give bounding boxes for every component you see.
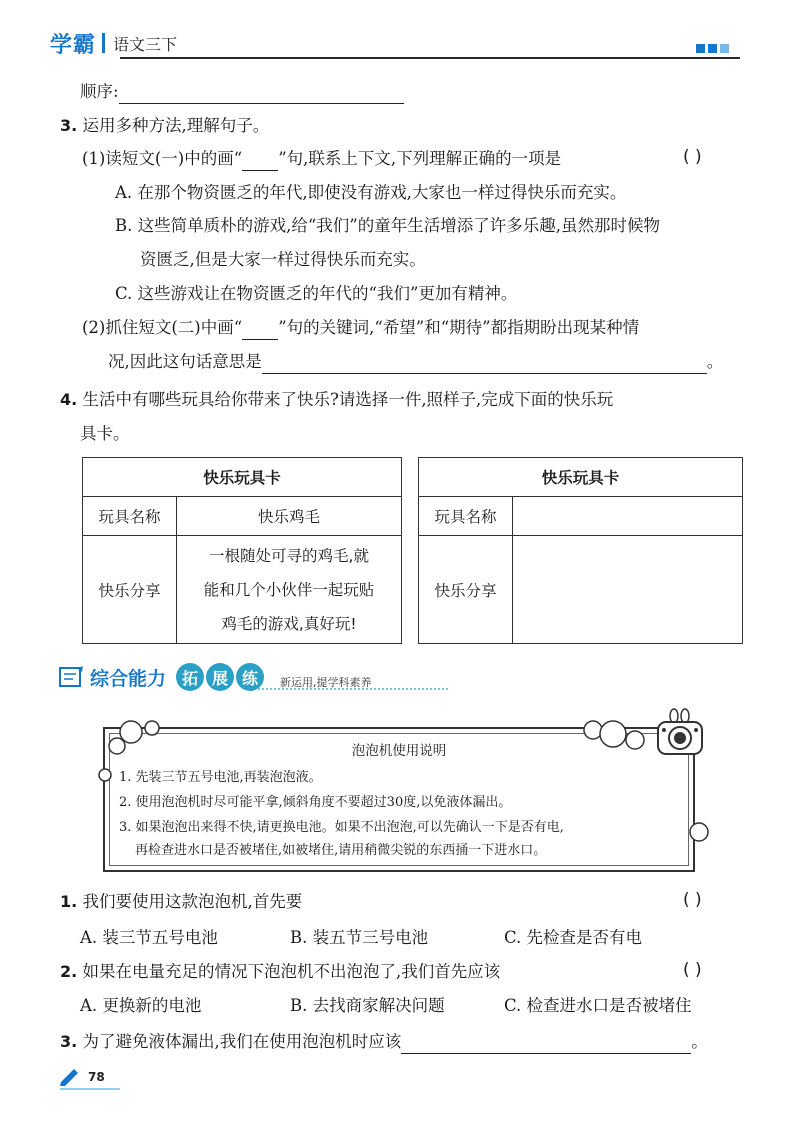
share-line-3: 鸡毛的游戏,真好玩! <box>221 614 357 633</box>
question-3-title <box>60 114 269 138</box>
q3-sub2-line1 <box>82 316 639 340</box>
period: 。 <box>706 352 724 371</box>
mq2-option-a: A. 更换新的电池 <box>80 996 202 1015</box>
question-text: 生活中有哪些玩具给你带来了快乐?请选择一件,照样子,完成下面的快乐玩 <box>82 390 614 409</box>
answer-paren-q3-1[interactable]: ( ) <box>683 147 702 167</box>
manual-question-3 <box>60 1030 708 1054</box>
card-title: 快乐玩具卡 <box>83 458 402 497</box>
q3-sub1-stem <box>82 147 561 171</box>
square-3 <box>720 44 729 53</box>
answer-blank-mq3[interactable] <box>401 1036 691 1054</box>
section-title: 综合能力 <box>90 667 167 690</box>
share-input[interactable] <box>513 536 743 644</box>
notebook-icon <box>58 665 84 689</box>
mq2-option-c: C. 检查进水口是否被堵住 <box>504 996 692 1015</box>
answer-blank-q3-2[interactable] <box>262 356 707 374</box>
question-4-line2: 具卡。 <box>80 424 130 443</box>
manual-item-2: 2. 使用泡泡机时尽可能平拿,倾斜角度不要超过30度,以免液体漏出。 <box>119 795 512 810</box>
question-number: 3. <box>60 1032 78 1051</box>
footer-rule <box>60 1088 120 1090</box>
order-label: 顺序: <box>80 82 119 101</box>
manual-title: 泡泡机使用说明 <box>351 743 447 759</box>
order-line <box>80 80 404 104</box>
toy-name-label: 玩具名称 <box>83 497 177 536</box>
manual-question-1 <box>60 890 302 914</box>
question-number: 2. <box>60 962 78 981</box>
header-squares <box>696 44 729 53</box>
question-number: 4. <box>60 390 78 409</box>
question-text: 运用多种方法,理解句子。 <box>82 116 270 135</box>
share-line-1: 一根随处可寻的鸡毛,就 <box>209 546 369 565</box>
share-label: 快乐分享 <box>419 536 513 644</box>
question-text: 如果在电量充足的情况下泡泡机不出泡泡了,我们首先应该 <box>82 962 501 981</box>
option-a: A. 在那个物资匮乏的年代,即使没有游戏,大家也一样过得快乐而充实。 <box>115 183 627 202</box>
q3-sub2-line2 <box>108 350 723 374</box>
brand-name: 学霸 <box>50 32 97 58</box>
badge-char-1: 拓 <box>176 663 204 691</box>
option-c: C. 这些游戏让在物资匮乏的年代的“我们”更加有精神。 <box>115 284 518 303</box>
option-b-cont: 资匮乏,但是大家一样过得快乐而充实。 <box>140 250 426 269</box>
book-subtitle: 语文三下 <box>113 34 178 54</box>
question-text: 我们要使用这款泡泡机,首先要 <box>82 892 303 911</box>
blank <box>242 153 278 171</box>
pencil-icon <box>58 1066 82 1086</box>
section-badge <box>176 663 266 691</box>
section-note: 新运用,提学科素养 <box>280 676 372 689</box>
square-1 <box>696 44 705 53</box>
brand-separator <box>102 33 105 53</box>
answer-paren-mq2[interactable]: ( ) <box>683 960 702 980</box>
share-line-2: 能和几个小伙伴一起玩贴 <box>203 580 375 599</box>
toy-name-input[interactable] <box>513 497 743 536</box>
question-number: 3. <box>60 116 78 135</box>
toy-name-value: 快乐鸡毛 <box>177 497 402 536</box>
dotted-underline <box>258 688 448 690</box>
toy-card-blank <box>418 457 743 644</box>
blank <box>242 322 278 340</box>
line1-part-a: (2)抓住短文(二)中画“ <box>82 318 243 337</box>
mq2-option-b: B. 去找商家解决问题 <box>290 996 445 1015</box>
stem-part-a: (1)读短文(一)中的画“ <box>82 149 243 168</box>
manual-item-1: 1. 先装三节五号电池,再装泡泡液。 <box>119 770 322 785</box>
share-label: 快乐分享 <box>83 536 177 644</box>
line1-part-b: ”句的关键词,“希望”和“期待”都指期盼出现某种情 <box>278 318 640 337</box>
question-number: 1. <box>60 892 78 911</box>
manual-item-3: 3. 如果泡泡出来得不快,请更换电池。如果不出泡泡,可以先确认一下是否有电, <box>119 820 564 835</box>
period: 。 <box>691 1032 708 1051</box>
mq1-option-a: A. 装三节五号电池 <box>80 928 218 947</box>
manual-question-2 <box>60 960 500 984</box>
stem-part-b: ”句,联系上下文,下列理解正确的一项是 <box>278 149 562 168</box>
square-2 <box>708 44 717 53</box>
order-blank[interactable] <box>119 86 404 104</box>
card-title: 快乐玩具卡 <box>419 458 743 497</box>
manual-item-3-cont: 再检查进水口是否被堵住,如被堵住,请用稍微尖锐的东西捅一下进水口。 <box>135 843 547 858</box>
header-rule <box>120 57 740 59</box>
bubble-machine-icon <box>652 708 708 764</box>
share-value <box>177 536 402 644</box>
mq1-option-b: B. 装五节三号电池 <box>290 928 429 947</box>
answer-paren-mq1[interactable]: ( ) <box>683 890 702 910</box>
question-text: 为了避免液体漏出,我们在使用泡泡机时应该 <box>82 1032 402 1051</box>
toy-card-example <box>82 457 402 644</box>
toy-name-label: 玩具名称 <box>419 497 513 536</box>
mq1-option-c: C. 先检查是否有电 <box>504 928 643 947</box>
bubble-decorations <box>95 710 735 880</box>
brand-logo <box>50 28 177 58</box>
page-number: 78 <box>88 1070 105 1084</box>
question-4-line1 <box>60 388 613 412</box>
line2-text: 况,因此这句话意思是 <box>108 352 262 371</box>
badge-char-2: 展 <box>206 663 234 691</box>
badge-char-3: 练 <box>236 663 264 691</box>
option-b: B. 这些简单质朴的游戏,给“我们”的童年生活增添了许多乐趣,虽然那时候物 <box>115 216 660 235</box>
